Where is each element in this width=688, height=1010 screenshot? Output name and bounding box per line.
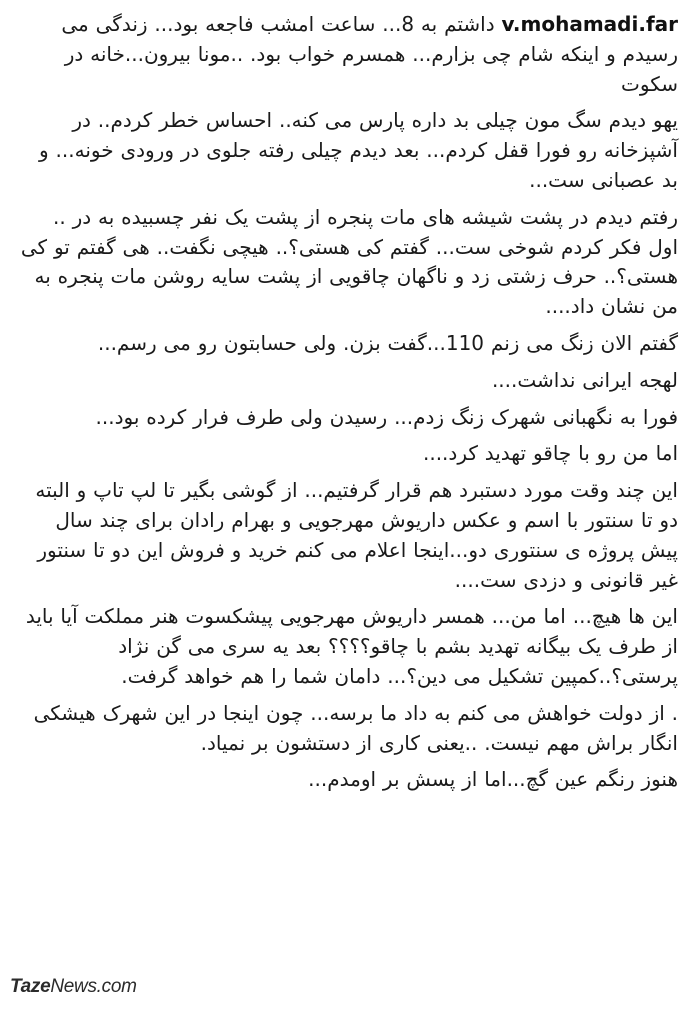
- caption-paragraph: [18, 10, 678, 99]
- caption-paragraph: این چند وقت مورد دستبرد هم قرار گرفتیم... از گوشی بگیر تا لپ تاپ و البته دو تا سنتور با اسم و عکس داریوش مهرجویی و بهرام رادان برای چند سال پیش پروژه ی سنتوری دو...اینجا اعلام می کنم خرید و فروش این دو تا سنتور غیر قانونی و دزدی ست....: [35, 478, 678, 592]
- tazenews-watermark: [10, 976, 137, 998]
- username-link[interactable]: v.mohamadi.far: [501, 12, 678, 36]
- caption-paragraph: رفتم دیدم در پشت شیشه های مات پنجره از پشت یک نفر چسبیده به در .. اول فکر کردم شوخی ست... گفتم کی هستی؟.. هیچی نگفت.. هی گفتم تو کی هستی؟.. حرف زشتی زد و ناگهان چاقویی از پشت سایه روشن مات پنجره به من نشان داد....: [20, 204, 678, 319]
- caption-paragraph: . از دولت خواهش می کنم به داد ما برسه... چون اینجا در این شهرک هیشکی انگار براش مهم نیست. ..یعنی کاری از دستشون بر نمیاد.: [33, 700, 678, 755]
- watermark-domain: News.com: [50, 976, 137, 997]
- caption-paragraph: فورا به نگهبانی شهرک زنگ زدم... رسیدن ولی طرف فرار کرده بود...: [95, 404, 678, 429]
- caption-paragraph: یهو دیدم سگ مون چیلی بد داره پارس می کنه.. احساس خطر کردم.. در آشپزخانه رو فورا قفل کردم... بعد دیدم چیلی رفته جلوی در ورودی خونه... و بد عصبانی ست...: [39, 108, 678, 192]
- caption-paragraph: اما من رو با چاقو تهدید کرد....: [422, 441, 678, 466]
- caption-first-text: داشتم به 8... ساعت امشب فاجعه بود... زندگی می رسیدم و اینکه شام چی بزارم... همسرم خواب بود. ..مونا بیرون...خانه در سکوت: [61, 12, 678, 96]
- caption-paragraph: هنوز رنگم عین گچ...اما از پسش بر اومدم...: [308, 767, 678, 792]
- caption-paragraph: لهجه ایرانی نداشت....: [491, 367, 678, 392]
- caption-paragraph: این ها هیچ... اما من... همسر داریوش مهرجویی پیشکسوت هنر مملکت آیا باید از طرف یک بیگانه تهدید بشم با چاقو؟؟؟؟ بعد یه سری می گن نژاد پرستی؟..کمپین تشکیل می دین؟... دامان شما را هم خواهد گرفت.: [25, 604, 678, 688]
- caption-paragraph: گفتم الان زنگ می زنم 110...گفت بزن. ولی حسابتون رو می رسم...: [97, 330, 678, 355]
- watermark-name: Taze: [10, 976, 51, 997]
- post-caption: [18, 10, 678, 960]
